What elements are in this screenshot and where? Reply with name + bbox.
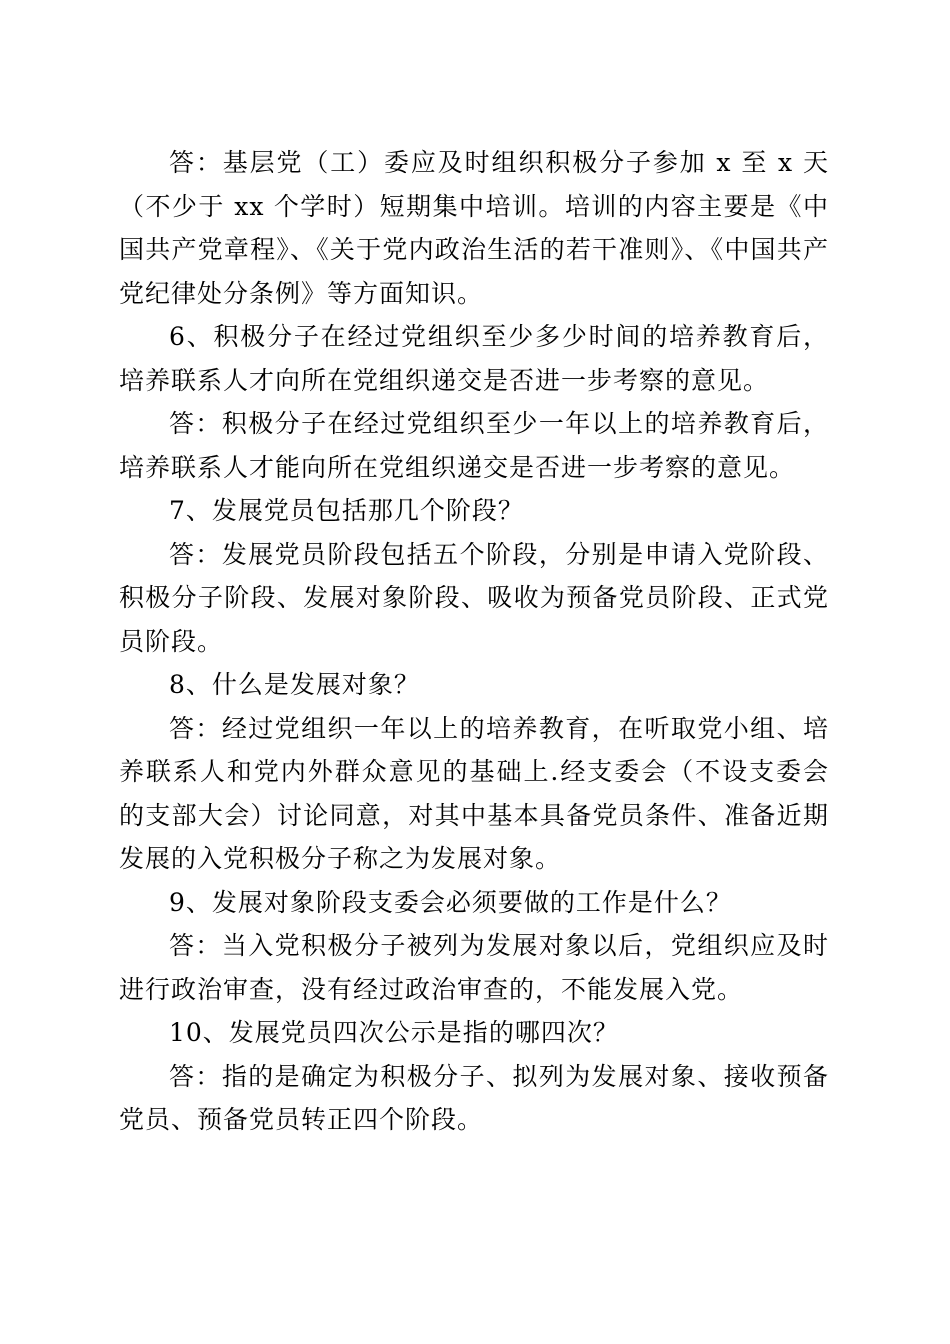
answer-paragraph: 答：指的是确定为积极分子、拟列为发展对象、接收预备党员、预备党员转正四个阶段。	[119, 1061, 829, 1134]
question-paragraph: 7、发展党员包括那几个阶段？	[169, 496, 524, 525]
document-body	[119, 141, 829, 1142]
question-paragraph: 10、发展党员四次公示是指的哪四次？	[169, 1018, 619, 1047]
answer-paragraph: 答：当入党积极分子被列为发展对象以后，党组织应及时进行政治审查，没有经过政治审查的，不能发展入党。	[119, 931, 829, 1004]
answer-paragraph: 答：积极分子在经过党组织至少一年以上的培养教育后，培养联系人才能向所在党组织递交是否进一步考察的意见。	[119, 409, 829, 482]
question-paragraph: 6、积极分子在经过党组织至少多少时间的培养教育后，培养联系人才向所在党组织递交是否进一步考察的意见。	[119, 322, 829, 395]
answer-paragraph: 答：经过党组织一年以上的培养教育，在听取党小组、培养联系人和党内外群众意见的基础上.经支委会（不设支委会的支部大会）讨论同意，对其中基本具备党员条件、准备近期发展的入党积极分子称之为发展对象。	[119, 713, 829, 873]
question-paragraph: 8、什么是发展对象？	[169, 670, 420, 699]
answer-paragraph: 答：基层党（工）委应及时组织积极分子参加 x 至 x 天（不少于 xx 个学时）短期集中培训。培训的内容主要是《中国共产党章程》、《关于党内政治生活的若干准则》、《中国共产党纪律处分条例》等方面知识。	[119, 148, 829, 308]
question-paragraph: 9、发展对象阶段支委会必须要做的工作是什么？	[169, 887, 732, 917]
answer-paragraph: 答：发展党员阶段包括五个阶段，分别是申请入党阶段、积极分子阶段、发展对象阶段、吸收为预备党员阶段、正式党员阶段。	[119, 539, 829, 656]
